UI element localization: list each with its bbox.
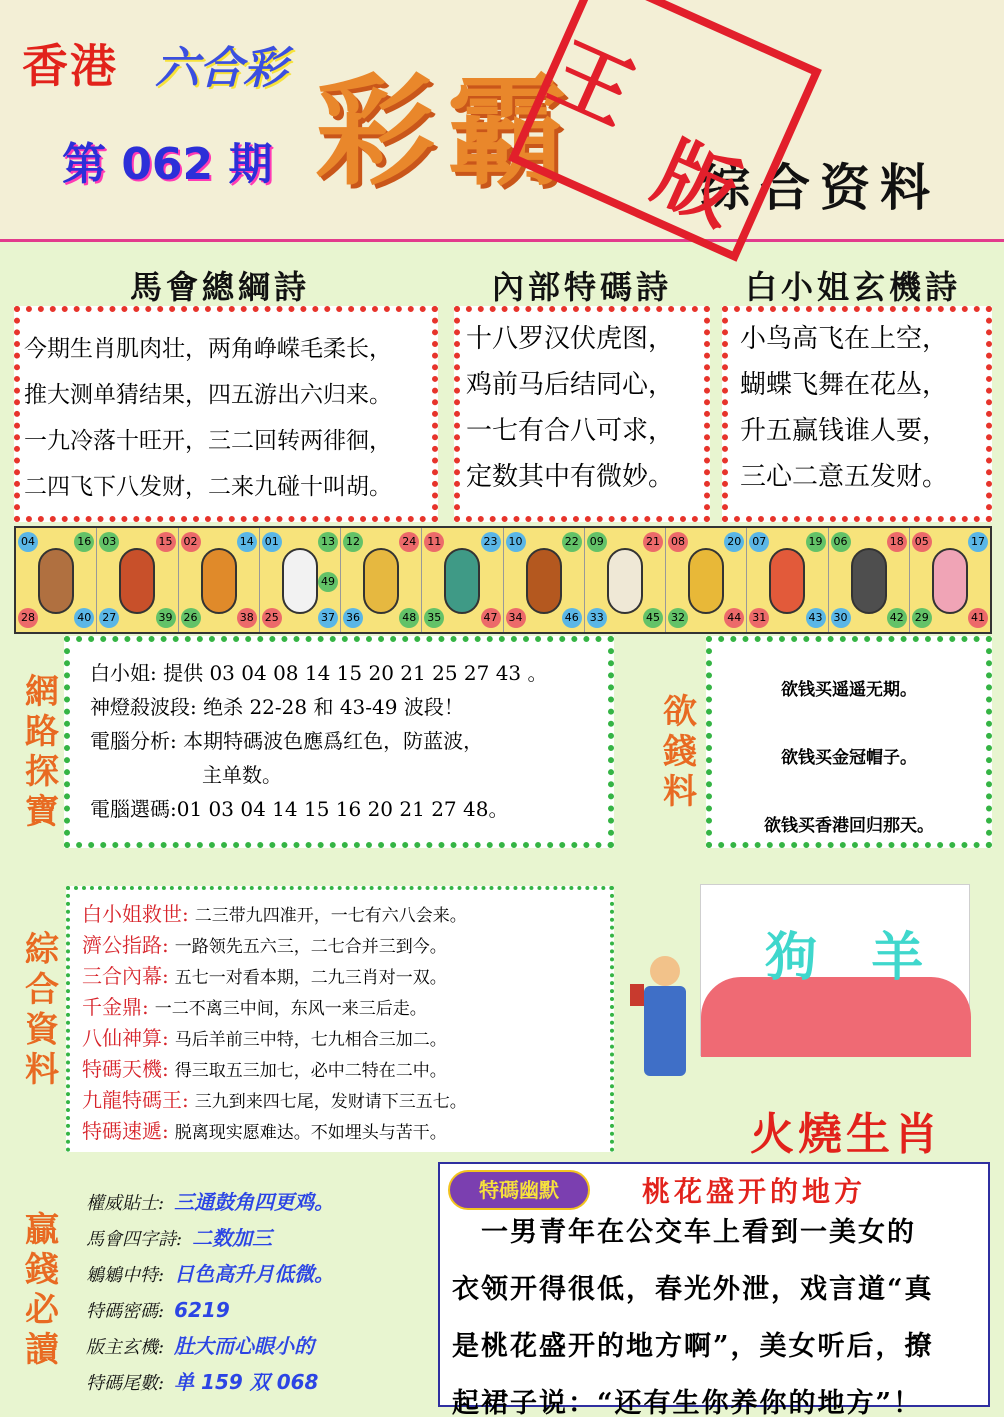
network-box (64, 636, 614, 848)
zodiac-number-ball: 35 (424, 608, 444, 628)
money-line: 欲钱买金冠帽子。 (781, 748, 917, 768)
zodiac-number-ball: 10 (506, 532, 526, 552)
subtitle: 综合资料 (700, 158, 940, 217)
zodiac-number-ball: 03 (99, 532, 119, 552)
zodiac-number-ball: 08 (668, 532, 688, 552)
combined-item-value: 五七一对看本期，二九三肖对一双。 (174, 968, 447, 988)
zodiac-number-ball: 24 (399, 532, 419, 552)
money-line: 欲钱买遥遥无期。 (781, 680, 917, 700)
region-title: 香港 (22, 39, 118, 93)
stamp-bottom-text: 版 (641, 124, 754, 243)
combined-item (82, 931, 598, 962)
combined-label (22, 930, 62, 1090)
painter-head (650, 956, 680, 986)
poem-2-line: 十八罗汉伏虎图， (466, 324, 675, 354)
combined-item-key: 八仙神算: (82, 1026, 169, 1050)
poem-1-line: 一九冷落十旺开，三二回转两徘徊， (24, 428, 392, 454)
zodiac-number-ball: 22 (562, 532, 582, 552)
combined-item (82, 1055, 598, 1086)
zodiac-cell (910, 528, 990, 632)
combined-item-value: 脱离现实愿难达。不如埋头与苦干。 (174, 1123, 447, 1143)
money-box (706, 636, 992, 848)
combined-item-key: 特碼天機: (82, 1057, 169, 1081)
combined-item-key: 三合內幕: (82, 964, 169, 988)
win-item (86, 1292, 436, 1328)
header (0, 0, 1004, 242)
fire-zodiacs: 狗 羊 (765, 927, 930, 988)
combined-item-value: 得三取五三加七，必中二特在二中。 (174, 1061, 447, 1081)
zodiac-number-ball: 13 (318, 532, 338, 552)
zodiac-number-ball: 38 (237, 608, 257, 628)
zodiac-cell (179, 528, 260, 632)
combined-item-key: 白小姐救世: (82, 902, 189, 926)
network-label (22, 672, 62, 832)
zodiac-number-ball: 16 (74, 532, 94, 552)
poem-title-1: 馬會總綱詩 (130, 268, 311, 306)
network-line: 神燈殺波段: 绝杀 22-28 和 43-49 波段！ (90, 695, 464, 719)
zodiac-cell (97, 528, 178, 632)
poem-2-line: 定数其中有微妙。 (466, 462, 675, 492)
brand-title: 彩霸 (315, 61, 579, 202)
combined-item (82, 993, 598, 1024)
win-item-key: 鵴鵴中特: (86, 1265, 165, 1286)
win-item (86, 1364, 436, 1400)
zodiac-number-ball: 42 (887, 608, 907, 628)
money-line: 欲钱买香港回归那天。 (764, 816, 934, 836)
zodiac-animal-icon (363, 548, 399, 614)
win-item-value: 6219 (174, 1298, 230, 1322)
combined-label-text: 綜合資料 (25, 930, 59, 1090)
poem-1-line: 推大测单猜结果，四五游出六归来。 (24, 382, 392, 408)
zodiac-animal-icon (444, 548, 480, 614)
zodiac-animal-icon (769, 548, 805, 614)
zodiac-number-ball: 34 (506, 608, 526, 628)
zodiac-number-ball: 23 (481, 532, 501, 552)
combined-item-key: 九龍特碼王: (82, 1088, 189, 1112)
combined-item (82, 1086, 598, 1117)
combined-item (82, 1117, 598, 1148)
win-item-value: 日色高升月低微。 (174, 1262, 335, 1286)
zodiac-number-ball: 40 (74, 608, 94, 628)
joke-line: 起裙子说：“还有生你养你的地方”！ (452, 1388, 923, 1417)
win-item (86, 1256, 436, 1292)
joke-box (438, 1162, 990, 1417)
poem-3-line: 蝴蝶飞舞在花丛， (740, 370, 949, 400)
zodiac-number-ball: 27 (99, 608, 119, 628)
network-line: 電腦選碼:01 03 04 14 15 16 20 21 27 48。 (90, 797, 509, 821)
zodiac-number-ball: 17 (968, 532, 988, 552)
zodiac-number-ball: 41 (968, 608, 988, 628)
combined-item-key: 千金鼎: (82, 995, 149, 1019)
zodiac-number-ball: 29 (912, 608, 932, 628)
money-label-text: 欲錢料 (663, 692, 697, 812)
issue-number: 第 062 期 (62, 139, 273, 190)
zodiac-cell (504, 528, 585, 632)
fire-board (700, 884, 970, 1056)
win-item-value: 二数加三 (192, 1226, 273, 1250)
zodiac-number-ball: 21 (643, 532, 663, 552)
combined-item-value: 三九到来四七尾，发财请下三五七。 (194, 1092, 467, 1112)
poem-title-2: 內部特碼詩 (492, 268, 673, 306)
zodiac-cell (747, 528, 828, 632)
zodiac-number-ball: 07 (749, 532, 769, 552)
zodiac-cell (829, 528, 910, 632)
win-list (86, 1184, 436, 1404)
win-item-key: 權威貼士: (86, 1193, 165, 1214)
zodiac-number-ball: 18 (887, 532, 907, 552)
painter-figure (630, 956, 700, 1084)
zodiac-animal-icon (201, 548, 237, 614)
poem-1-line: 二四飞下八发财，二来九碰十叫胡。 (24, 474, 392, 500)
win-item-key: 馬會四字詩: (86, 1229, 183, 1250)
zodiac-number-ball: 15 (156, 532, 176, 552)
win-item (86, 1184, 436, 1220)
stamp-top-text: 王 (536, 24, 649, 143)
combined-item-key: 濟公指路: (82, 933, 169, 957)
combined-item-value: 一二不离三中间，东风一来三后走。 (154, 999, 427, 1019)
zodiac-number-ball: 39 (156, 608, 176, 628)
zodiac-number-ball: 37 (318, 608, 338, 628)
zodiac-number-ball: 26 (181, 608, 201, 628)
zodiac-cell (666, 528, 747, 632)
zodiac-number-ball: 12 (343, 532, 363, 552)
zodiac-number-ball: 44 (724, 608, 744, 628)
poem-3-line: 升五赢钱谁人要， (740, 416, 949, 446)
zodiac-number-ball: 01 (262, 532, 282, 552)
combined-item-value: 二三带九四准开，一七有六八会来。 (194, 906, 467, 926)
win-item-key: 版主玄機: (86, 1337, 165, 1358)
win-item-key: 特碼尾數: (86, 1373, 165, 1394)
poem-box-3 (722, 306, 992, 522)
zodiac-number-ball: 47 (481, 608, 501, 628)
zodiac-strip (14, 526, 992, 634)
zodiac-animal-icon (38, 548, 74, 614)
zodiac-number-ball: 49 (318, 572, 338, 592)
zodiac-animal-icon (526, 548, 562, 614)
zodiac-number-ball: 09 (587, 532, 607, 552)
poem-1-line: 今期生肖肌肉壮，两角峥嵘毛柔长， (24, 336, 392, 362)
zodiac-number-ball: 36 (343, 608, 363, 628)
poem-3-line: 三心二意五发财。 (740, 462, 949, 492)
win-item-key: 特碼密碼: (86, 1301, 165, 1322)
zodiac-cell (422, 528, 503, 632)
poem-2-line: 一七有合八可求， (466, 416, 675, 446)
zodiac-animal-icon (119, 548, 155, 614)
zodiac-cell (585, 528, 666, 632)
poem-title-3: 白小姐玄機詩 (745, 268, 962, 306)
zodiac-number-ball: 06 (831, 532, 851, 552)
poem-3-line: 小鸟高飞在上空， (740, 324, 949, 354)
money-label (660, 692, 700, 812)
win-item (86, 1328, 436, 1364)
network-line: 電腦分析: 本期特碼波色應爲红色，防蓝波， (90, 729, 484, 753)
zodiac-number-ball: 43 (806, 608, 826, 628)
zodiac-number-ball: 25 (262, 608, 282, 628)
zodiac-number-ball: 19 (806, 532, 826, 552)
paint-bucket-icon (630, 984, 644, 1006)
zodiac-animal-icon (607, 548, 643, 614)
combined-list (82, 900, 598, 1148)
combined-item (82, 900, 598, 931)
win-item-value: 三通鼓角四更鸡。 (174, 1190, 335, 1214)
zodiac-animal-icon (851, 548, 887, 614)
joke-line: 衣领开得很低，春光外泄，戏言道“真 (452, 1274, 934, 1305)
joke-title: 桃花盛开的地方 (642, 1175, 867, 1208)
combined-box (66, 886, 614, 1152)
zodiac-number-ball: 14 (237, 532, 257, 552)
win-label (22, 1210, 62, 1370)
zodiac-number-ball: 28 (18, 608, 38, 628)
zodiac-number-ball: 30 (831, 608, 851, 628)
zodiac-animal-icon (688, 548, 724, 614)
combined-item-key: 特碼速遞: (82, 1119, 169, 1143)
zodiac-number-ball: 31 (749, 608, 769, 628)
zodiac-number-ball: 32 (668, 608, 688, 628)
joke-line: 一男青年在公交车上看到一美女的 (452, 1217, 916, 1248)
poem-box-2 (454, 306, 710, 522)
zodiac-animal-icon (282, 548, 318, 614)
poem-2-line: 鸡前马后结同心， (466, 370, 675, 400)
poem-box-1 (14, 306, 438, 522)
network-label-text: 網路探寶 (25, 672, 59, 832)
joke-badge: 特碼幽默 (448, 1170, 590, 1210)
zodiac-cell (341, 528, 422, 632)
painter-body (644, 986, 686, 1076)
zodiac-number-ball: 45 (643, 608, 663, 628)
joke-line: 是桃花盛开的地方啊”，美女听后，撩 (452, 1331, 934, 1362)
zodiac-cell (16, 528, 97, 632)
zodiac-cell (260, 528, 341, 632)
zodiac-number-ball: 33 (587, 608, 607, 628)
win-label-text: 贏錢必讀 (25, 1210, 59, 1370)
zodiac-number-ball: 48 (399, 608, 419, 628)
zodiac-number-ball: 11 (424, 532, 444, 552)
zodiac-number-ball: 05 (912, 532, 932, 552)
lottery-title: 六合彩 (155, 43, 287, 94)
zodiac-animal-icon (932, 548, 968, 614)
zodiac-number-ball: 04 (18, 532, 38, 552)
fire-caption: 火燒生肖 (750, 1109, 942, 1160)
network-line: 主单数。 (202, 763, 282, 787)
win-item-value: 单 159 双 068 (174, 1370, 319, 1394)
network-line: 白小姐: 提供 03 04 08 14 15 20 21 25 27 43 。 (90, 661, 548, 685)
joke-body (452, 1204, 934, 1417)
zodiac-number-ball: 20 (724, 532, 744, 552)
zodiac-number-ball: 46 (562, 608, 582, 628)
win-item (86, 1220, 436, 1256)
combined-item-value: 马后羊前三中特，七九相合三加二。 (174, 1030, 447, 1050)
combined-item-value: 一路领先五六三，二七合并三到今。 (174, 937, 447, 957)
combined-item (82, 1024, 598, 1055)
win-item-value: 肚大而心眼小的 (174, 1334, 315, 1358)
zodiac-number-ball: 02 (181, 532, 201, 552)
combined-item (82, 962, 598, 993)
